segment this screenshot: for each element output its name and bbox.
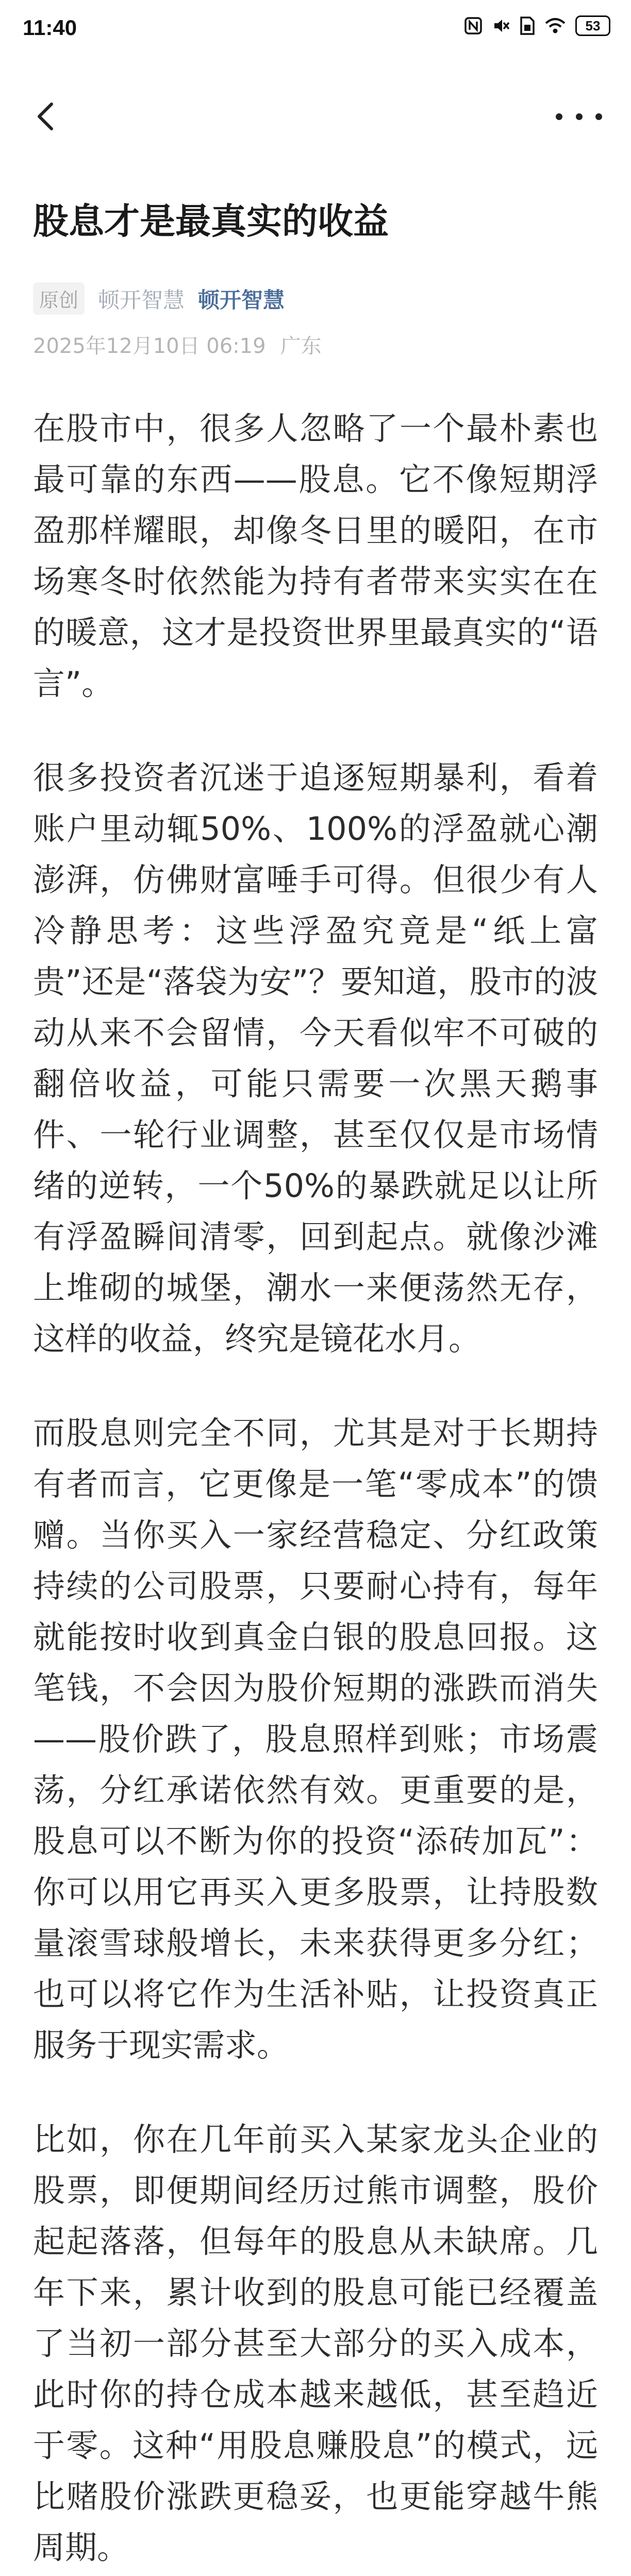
- article-body: [33, 360, 598, 2576]
- wifi-icon: [544, 17, 566, 35]
- nav-bar: [0, 89, 631, 145]
- mute-icon: [492, 16, 510, 35]
- author-name: 顿开智慧: [98, 287, 185, 313]
- status-icons: [464, 13, 610, 38]
- nfc-icon: [464, 16, 483, 35]
- article-title: 股息才是最真实的收益: [33, 201, 389, 242]
- back-button[interactable]: [31, 101, 62, 132]
- publish-info: [33, 330, 322, 359]
- article-paragraph: 很多投资者沉迷于追逐短期暴利，看着账户里动辄50%、100%的浮盈就心潮澎湃，仿佛财富唾手可得。但很少有人冷静思考：这些浮盈究竟是“纸上富贵”还是“落袋为安”？要知道，股市的波动从来不会留情，今天看似牢不可破的翻倍收益，可能只需要一次黑天鹅事件、一轮行业调整，甚至仅仅是市场情绪的逆转，一个50%的暴跌就足以让所有浮盈瞬间清零，回到起点。就像沙滩上堆砌的城堡，潮水一来便荡然无存，这样的收益，终究是镜花水月。: [33, 759, 598, 1358]
- more-dot-icon: [576, 113, 583, 120]
- article-meta: [33, 282, 285, 315]
- article-paragraph: 在股市中，很多人忽略了一个最朴素也最可靠的东西——股息。它不像短期浮盈那样耀眼，却像冬日里的暖阳，在市场寒冬时依然能为持有者带来实实在在的暖意，这才是投资世界里最真实的“语言”。: [33, 410, 598, 702]
- more-dot-icon: [595, 113, 602, 120]
- publish-location: 广东: [280, 334, 322, 358]
- more-dot-icon: [556, 113, 562, 120]
- status-time: 11:40: [23, 15, 77, 40]
- sim-icon: [520, 16, 535, 36]
- original-tag: 原创: [33, 282, 85, 315]
- article-paragraph: 而股息则完全不同，尤其是对于长期持有者而言，它更像是一笔“零成本”的馈赠。当你买入一家经营稳定、分红政策持续的公司股票，只要耐心持有，每年就能按时收到真金白银的股息回报。这笔钱，不会因为股价短期的涨跌而消失——股价跌了，股息照样到账；市场震荡，分红承诺依然有效。更重要的是，股息可以不断为你的投资“添砖加瓦”：你可以用它再买入更多股票，让持股数量滚雪球般增长，未来获得更多分红；也可以将它作为生活补贴，让投资真正服务于现实需求。: [33, 1414, 598, 2064]
- battery-indicator: 53: [575, 15, 610, 36]
- more-options-button[interactable]: [556, 101, 602, 132]
- status-bar: [0, 0, 631, 47]
- article-paragraph: 比如，你在几年前买入某家龙头企业的股票，即便期间经历过熊市调整，股价起起落落，但每年的股息从未缺席。几年下来，累计收到的股息可能已经覆盖了当初一部分甚至大部分的买入成本，此时你的持仓成本越来越低，甚至趋近于零。这种“用股息赚股息”的模式，远比赌股价涨跌更稳妥，也更能穿越牛熊周期。: [33, 2121, 598, 2566]
- publish-date: 2025年12月10日 06:19: [33, 334, 266, 358]
- account-link[interactable]: 顿开智慧: [198, 287, 285, 313]
- chevron-left-icon: [31, 101, 62, 132]
